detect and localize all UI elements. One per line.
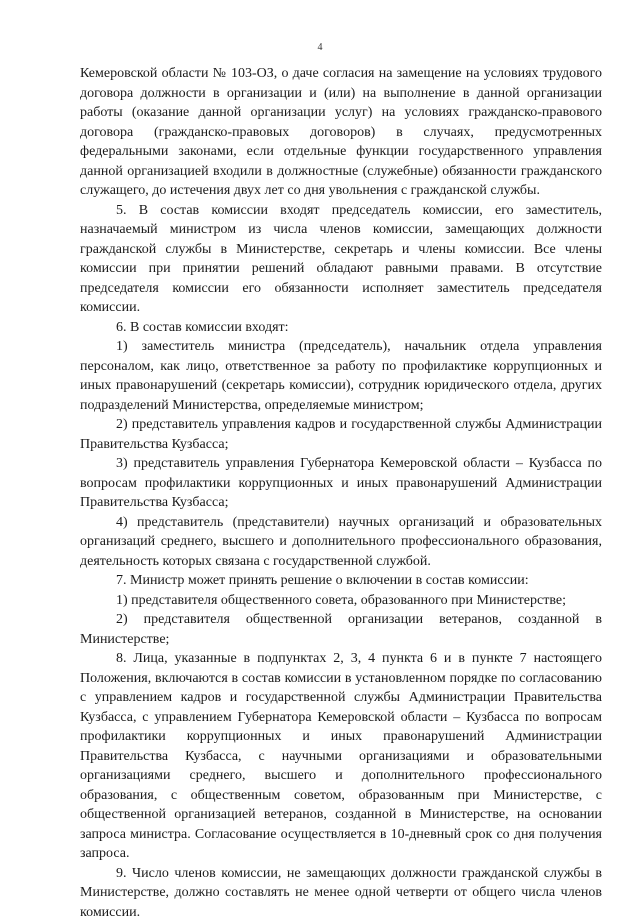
paragraph-6: 6. В состав комиссии входят: [80, 318, 602, 338]
paragraph-8: 8. Лица, указанные в подпунктах 2, 3, 4 пункта 6 и в пункте 7 настоящего Положения, включаются в состав комиссии в установленном порядке по согласованию с управлением кадров и государственной службы Администрации Правительства Кузбасса, с управлением Губернатора Кемеровской области – Кузбасса по вопросам профилактики коррупционных и иных правонарушений Администрации Правительства Кузбасса, с научными организациями и образовательными организациями среднего, высшего и дополнительного профессионального образования, с общественным советом, образованным при Министерстве, с общественной организацией ветеранов, созданной в Министерстве, на основании запроса министра. Согласование осуществляется в 10-дневный срок со дня получения запроса. [80, 649, 602, 864]
paragraph-9: 9. Число членов комиссии, не замещающих должности гражданской службы в Министерстве, должно составлять не менее одной четверти от общего числа членов комиссии. [80, 864, 602, 922]
paragraph-5: 5. В состав комиссии входят председатель комиссии, его заместитель, назначаемый министром из числа членов комиссии, замещающих должности гражданской службы в Министерстве, секретарь и члены комиссии. Все члены комиссии при принятии решений обладают равными правами. В отсутствие председателя комиссии его обязанности исполняет заместитель председателя комиссии. [80, 201, 602, 318]
document-body [80, 64, 602, 922]
paragraph-6-item-2: 2) представитель управления кадров и государственной службы Администрации Правительства Кузбасса; [80, 415, 602, 454]
paragraph-6-item-4: 4) представитель (представители) научных организаций и образовательных организаций среднего, высшего и дополнительного профессионального образования, деятельность которых связана с государственной службой. [80, 513, 602, 572]
paragraph-7: 7. Министр может принять решение о включении в состав комиссии: [80, 571, 602, 591]
paragraph-6-item-1: 1) заместитель министра (председатель), начальник отдела управления персоналом, как лицо, ответственное за работу по профилактике коррупционных и иных правонарушений (секретарь комиссии), сотрудник юридического отдела, других подразделений Министерства, определяемые министром; [80, 337, 602, 415]
paragraph-6-item-3: 3) представитель управления Губернатора Кемеровской области – Кузбасса по вопросам профилактики коррупционных и иных правонарушений Администрации Правительства Кузбасса; [80, 454, 602, 513]
page-number: 4 [0, 42, 640, 53]
paragraph-7-item-2: 2) представителя общественной организации ветеранов, созданной в Министерстве; [80, 610, 602, 649]
paragraph-continuation: Кемеровской области № 103-ОЗ, о даче согласия на замещение на условиях трудового договора должности в организации и (или) на выполнение в данной организации работы (оказание данной организации услуг) на условиях гражданско-правового договора (гражданско-правовых договоров) в случаях, предусмотренных федеральными законами, если отдельные функции государственного управления данной организацией входили в должностные (служебные) обязанности гражданского служащего, до истечения двух лет со дня увольнения с гражданской службы. [80, 64, 602, 201]
paragraph-7-item-1: 1) представителя общественного совета, образованного при Министерстве; [80, 591, 602, 611]
